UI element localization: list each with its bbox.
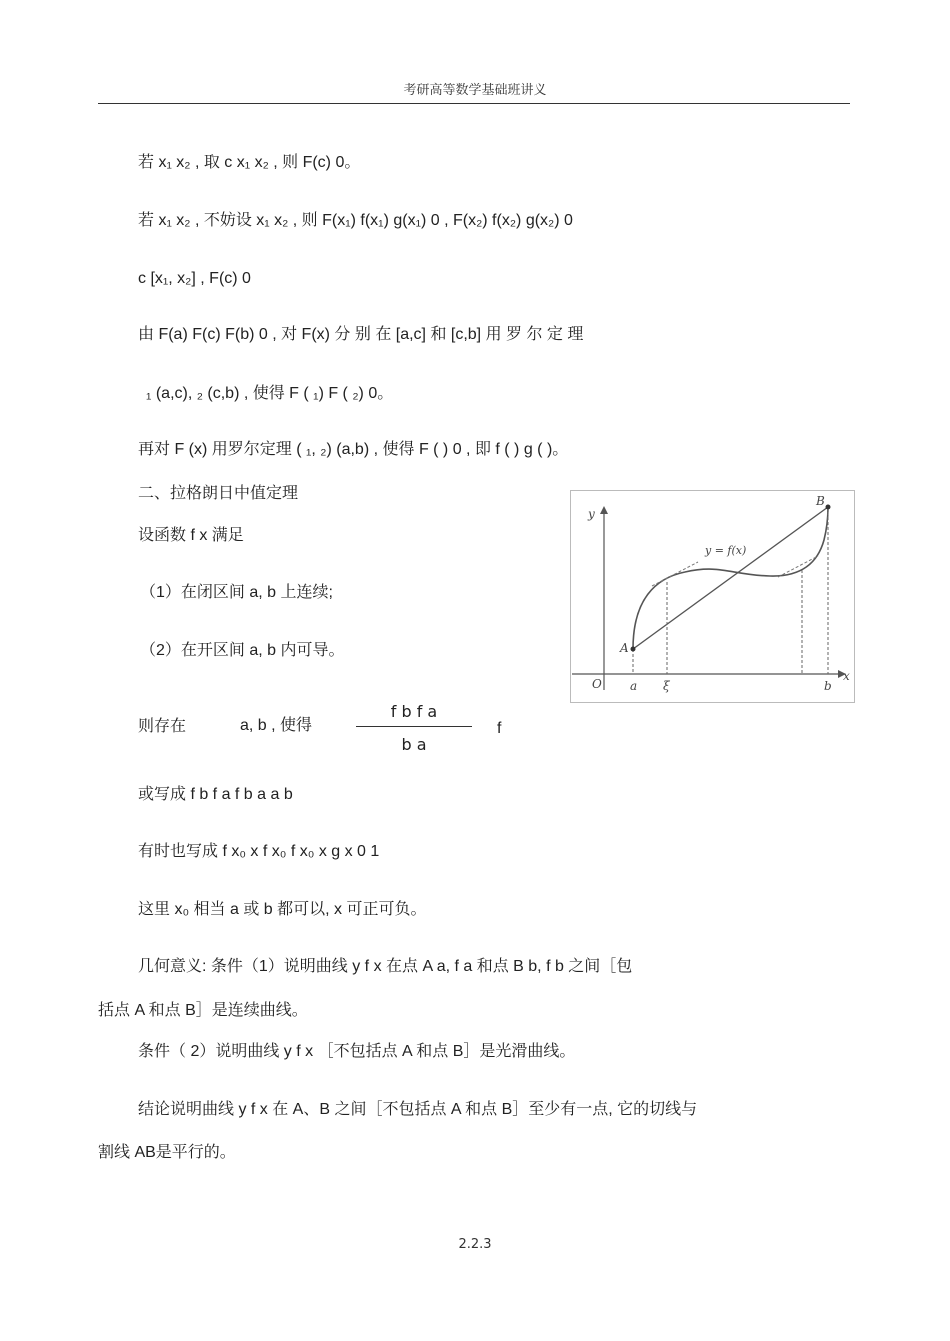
text-line-5: ₁ (a,c), ₂ (c,b) , 使得 F ( ₁) F ( ₂) 0。 <box>146 385 394 402</box>
text-line-8-prefix: 则存在 <box>138 716 187 735</box>
page-header: 考研高等数学基础班讲义 <box>403 83 547 98</box>
lagrange-fraction <box>356 702 472 752</box>
point-b-label: B <box>816 494 825 508</box>
text-line-7: 设函数 f x 满足 <box>138 527 244 544</box>
text-line-1: 若 x₁ x₂ , 取 c x₁ x₂ , 则 F(c) 0。 <box>138 154 361 171</box>
condition-1: （1）在闭区间 a, b 上连续; <box>140 584 333 601</box>
tick-xi-label: ξ <box>663 679 670 693</box>
text-line-8-suffix: f <box>497 720 502 737</box>
fraction-bar <box>356 726 472 727</box>
mean-value-theorem-figure <box>570 490 855 704</box>
text-line-13: 括点 A 和点 B］是连续曲线。 <box>98 1002 308 1019</box>
text-line-4: 由 F(a) F(c) F(b) 0 , 对 F(x) 分 别 在 [a,c] 和 [c,b] 用 罗 尔 定 理 <box>138 326 584 343</box>
point-a-label: A <box>620 641 629 655</box>
fraction-numerator: f b f a <box>390 702 438 721</box>
section-title: 二、拉格朗日中值定理 <box>138 483 299 502</box>
text-line-9: 或写成 f b f a f b a a b <box>138 786 293 803</box>
x-axis-label: x <box>843 669 850 683</box>
text-line-14: 条件（ 2）说明曲线 y f x ［不包括点 A 和点 B］是光滑曲线。 <box>138 1043 576 1060</box>
text-line-3: c [x₁, x₂] , F(c) 0 <box>138 270 251 287</box>
point-a <box>631 647 636 652</box>
text-line-10: 有时也写成 f x₀ x f x₀ f x₀ x g x 0 1 <box>138 843 380 860</box>
figure-border <box>571 491 855 703</box>
text-line-2: 若 x₁ x₂ , 不妨设 x₁ x₂ , 则 F(x₁) f(x₁) g(x₁) 0 , F(x₂) f(x₂) g(x₂) 0 <box>138 212 573 229</box>
text-line-16: 割线 AB是平行的。 <box>98 1144 236 1161</box>
point-b <box>826 505 831 510</box>
text-line-11: 这里 x₀ 相当 a 或 b 都可以, x 可正可负。 <box>138 901 427 918</box>
text-line-6: 再对 F (x) 用罗尔定理 ( ₁, ₂) (a,b) , 使得 F ( ) 0 , 即 f ( ) g ( )。 <box>138 441 569 458</box>
origin-label: O <box>592 677 602 691</box>
figure-svg <box>570 490 855 704</box>
curve-label: y = f(x) <box>705 544 747 557</box>
y-axis-label: y <box>588 507 595 521</box>
header-rule <box>98 103 850 104</box>
tick-a-label: a <box>630 679 638 693</box>
page-number: 2.2.3 <box>458 1237 492 1252</box>
text-line-8-mid: a, b , 使得 <box>240 717 313 734</box>
fraction-denominator: b a <box>401 735 427 754</box>
text-line-12: 几何意义: 条件（1）说明曲线 y f x 在点 A a, f a 和点 B b, f b 之间［包 <box>138 958 633 975</box>
condition-2: （2）在开区间 a, b 内可导。 <box>140 642 345 659</box>
tick-b-label: b <box>824 679 832 693</box>
text-line-15: 结论说明曲线 y f x 在 A、B 之间［不包括点 A 和点 B］至少有一点, 它的切线与 <box>138 1101 698 1118</box>
